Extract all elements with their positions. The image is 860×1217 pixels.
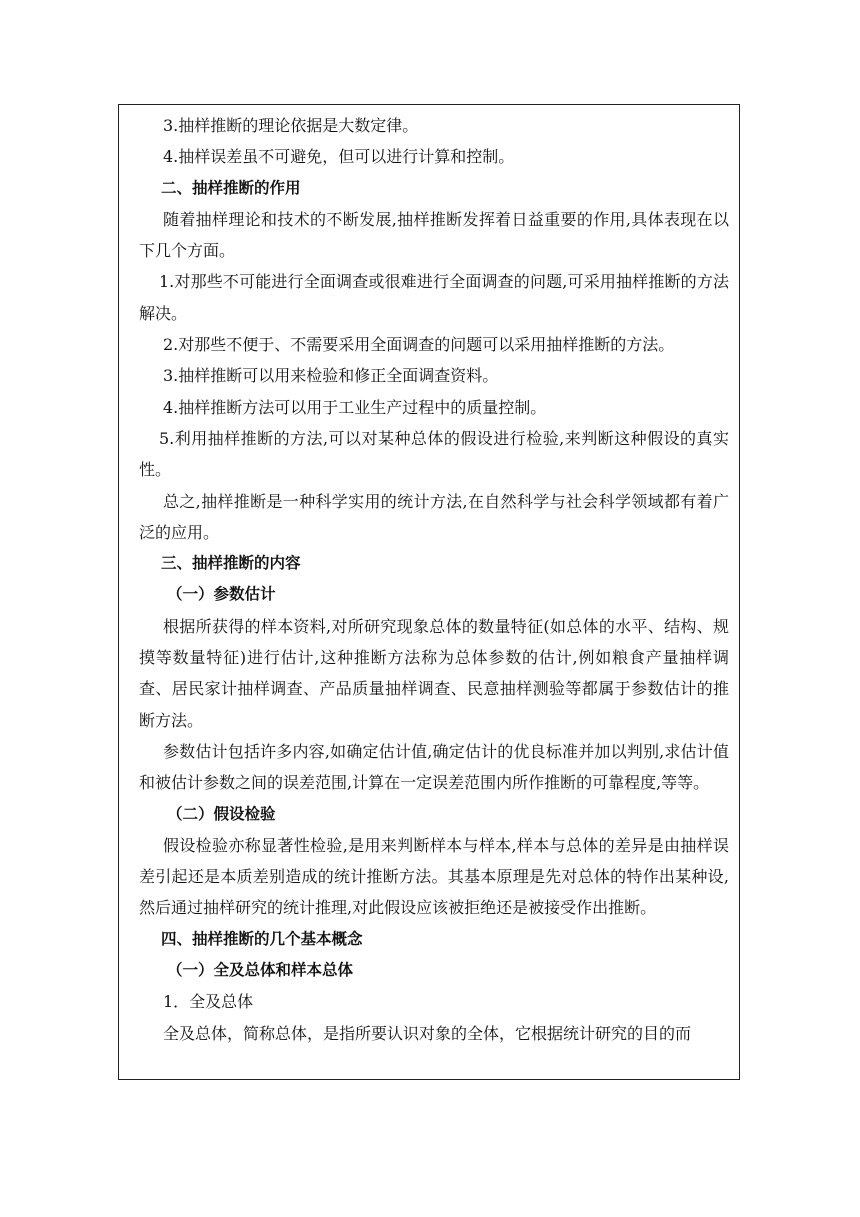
list-item: 4.抽样误差虽不可避免，但可以进行计算和控制。 (163, 147, 515, 167)
paragraph: 全及总体，简称总体，是指所要认识对象的全体，它根据统计研究的目的而 (163, 1023, 692, 1043)
subsection-heading: （一）全及总体和样本总体 (167, 961, 354, 980)
list-item: 3.抽样推断的理论依据是大数定律。 (163, 116, 419, 135)
paragraph: 假设检验亦称显著性检验,是用来判断样本与样本,样本与总体的差异是由抽样误差引起还是本质差别造成的统计推断方法。其基本原理是先对总体的特作出某种设,然后通过抽样研究的统计推理,对此假设应该被拒绝还是被接受作出推断。 (139, 835, 729, 918)
paragraph: 根据所获得的样本资料,对所研究现象总体的数量特征(如总体的水平、结构、规摸等数量特征)进行估计,这种推断方法称为总体参数的估计,例如粮食产量抽样调查、居民家计抽样调查、产品质量抽样调查、民意抽样测验等都属于参数估计的推断方法。 (139, 616, 729, 730)
list-item: 2.对那些不便于、不需要采用全面调查的问题可以采用抽样推断的方法。 (163, 335, 675, 355)
paragraph: 随着抽样理论和技术的不断发展,抽样推断发挥着日益重要的作用,具体表现在以下几个方面。 (139, 209, 729, 261)
section-heading: 二、抽样推断的作用 (161, 178, 301, 197)
list-item: 1．全及总体 (163, 992, 254, 1012)
paragraph: 总之,抽样推断是一种科学实用的统计方法,在自然科学与社会科学领域都有着广泛的应用。 (139, 491, 729, 542)
paragraph: 参数估计包括许多内容,如确定估计值,确定估计的优良标准并加以判别,求估计值和被估计参数之间的误差范围,计算在一定误差范围内所作推断的可靠程度,等等。 (139, 741, 729, 793)
subsection-heading: （二）假设检验 (167, 804, 276, 823)
content-frame (118, 104, 740, 1080)
list-item: 4.抽样推断方法可以用于工业生产过程中的质量控制。 (163, 397, 547, 417)
section-heading: 四、抽样推断的几个基本概念 (161, 929, 363, 948)
section-heading: 三、抽样推断的内容 (161, 554, 301, 573)
subsection-heading: （一）参数估计 (167, 585, 276, 604)
list-item: 5.利用抽样推断的方法,可以对某种总体的假设进行检验,来判断这种假设的真实性。 (139, 428, 729, 480)
list-item: 1.对那些不可能进行全面调查或很难进行全面调查的问题,可采用抽样推断的方法解决。 (139, 272, 729, 323)
list-item: 3.抽样推断可以用来检验和修正全面调查资料。 (163, 366, 499, 386)
